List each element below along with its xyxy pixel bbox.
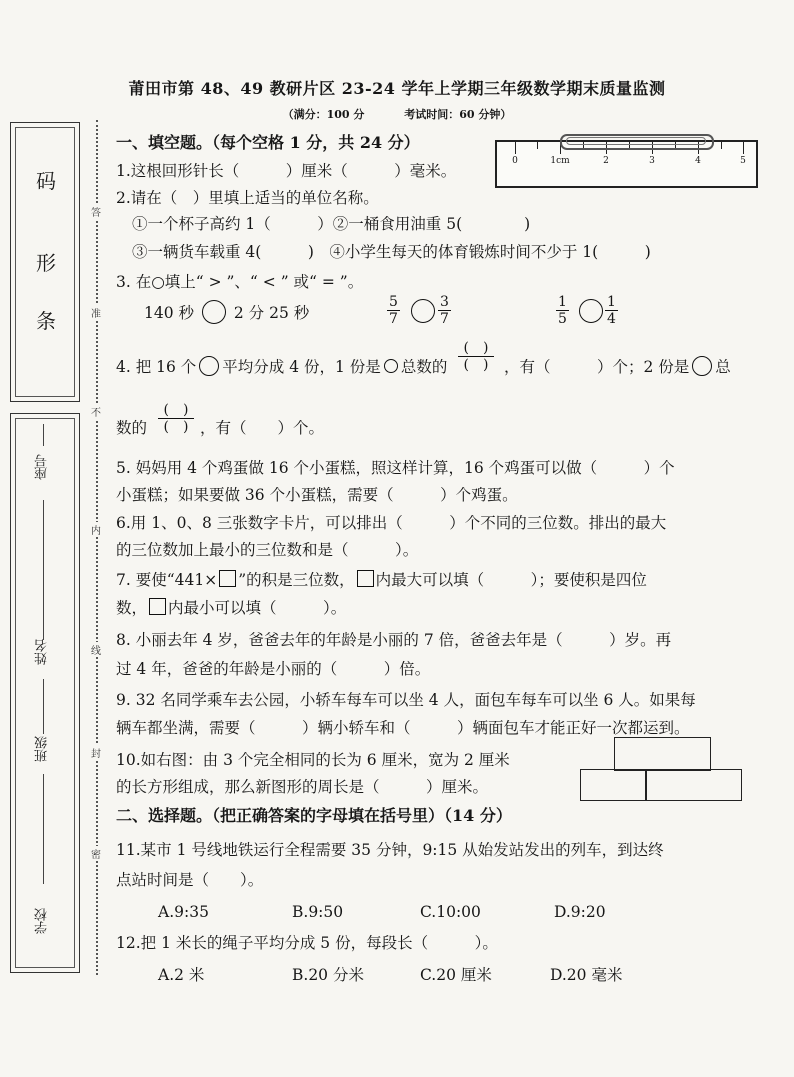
rectangle-top <box>614 737 711 771</box>
fraction: $\frac{3}{7}$ <box>440 294 449 327</box>
fraction: $\frac{5}{7}$ <box>389 294 398 327</box>
fraction: $\frac{1}{4}$ <box>607 294 616 327</box>
paperclip-inner <box>566 137 706 145</box>
question-2: 2.请在（ ）里填上适当的单位名称。 <box>116 189 379 207</box>
question-5: 5. 妈妈用 4 个鸡蛋做 16 个小蛋糕，照这样计算，16 个鸡蛋可以做（ ）个 <box>116 459 675 477</box>
q12-option-d[interactable]: D.20 毫米 <box>550 966 623 984</box>
seal-char: 线 <box>89 642 103 657</box>
q11-option-b[interactable]: B.9:50 <box>292 903 344 921</box>
ruler-label: 4 <box>695 156 701 166</box>
question-4-cont: ，有（ ）个；2 份是 总 <box>504 358 731 376</box>
question-8: 8. 小丽去年 4 岁，爸爸去年的年龄是小丽的 7 倍，爸爸去年是（ ）岁。再 <box>116 631 672 649</box>
barcode-char: 形 <box>36 251 56 275</box>
question-1: 1.这根回形针长（ ）厘米（ ）毫米。 <box>116 162 457 180</box>
question-5-cont: 小蛋糕；如果要做 36 个小蛋糕，需要（ ）个鸡蛋。 <box>116 486 518 504</box>
compare-circle[interactable] <box>579 299 603 323</box>
q12-option-a[interactable]: A.2 米 <box>158 966 205 984</box>
rectangles-figure <box>580 737 742 801</box>
seat-label: 座号 <box>35 454 50 480</box>
blank-square[interactable] <box>357 570 374 587</box>
fraction: $\frac{1}{5}$ <box>558 294 567 327</box>
ruler-label: 1cm <box>550 156 570 166</box>
fraction-blank[interactable]: ( ) ( ) <box>158 402 194 435</box>
barcode-char: 条 <box>36 309 56 333</box>
question-7-cont: 数， 内最小可以填（ ）。 <box>116 599 347 617</box>
seat-line <box>43 424 44 446</box>
ruler-label: 3 <box>649 156 655 166</box>
blank-square[interactable] <box>219 570 236 587</box>
question-2-part-1: ①一个杯子高约 1（ ）②一桶食用油重 5( ) <box>132 215 531 233</box>
question-4-line2: 数的 <box>116 419 148 437</box>
circle-icon <box>692 356 712 376</box>
rectangle-bottom-left <box>580 769 647 801</box>
question-8-cont: 过 4 年，爸爸的年龄是小丽的（ ）倍。 <box>116 660 431 678</box>
compare-circle[interactable] <box>202 300 226 324</box>
question-6: 6.用 1、0、8 三张数字卡片，可以排出（ ）个不同的三位数。排出的最大 <box>116 514 667 532</box>
fraction-blank[interactable]: ( ) ( ) <box>458 340 494 373</box>
question-3: 3. 在○填上“ > ”、“ < ” 或“ = ”。 <box>116 273 364 291</box>
name-line <box>43 500 44 640</box>
question-9-cont: 辆车都坐满，需要（ ）辆小轿车和（ ）辆面包车才能正好一次都运到。 <box>116 719 690 737</box>
question-9: 9. 32 名同学乘车去公园，小轿车每车可以坐 4 人，面包车每车可以坐 6 人。如果每 <box>116 691 696 709</box>
name-label: 姓名 <box>35 639 50 665</box>
exam-time: 考试时间：60 分钟） <box>404 108 512 121</box>
class-label: 班级 <box>35 736 50 762</box>
seal-char: 不 <box>89 404 103 419</box>
blank-square[interactable] <box>149 598 166 615</box>
question-12: 12.把 1 米长的绳子平均分成 5 份，每段长（ ）。 <box>116 934 498 952</box>
seal-char: 封 <box>89 745 103 760</box>
exam-info <box>0 106 794 122</box>
seal-char: 内 <box>89 522 103 537</box>
student-info-box <box>10 413 80 973</box>
q3-a-left: 140 秒 <box>144 304 195 322</box>
school-line <box>43 774 44 884</box>
rectangle-bottom-right <box>645 769 742 801</box>
barcode-char: 码 <box>36 169 56 193</box>
circle-icon <box>384 359 398 373</box>
full-score: （满分：100 分 <box>282 108 365 121</box>
question-2-part-2: ③一辆货车载重 4( ) ④小学生每天的体育锻炼时间不少于 1( ) <box>132 243 651 261</box>
circle-icon <box>199 356 219 376</box>
page-title: 莆田市第 48、49 教研片区 23-24 学年上学期三年级数学期末质量监测 <box>128 79 666 98</box>
question-4: 4. 把 16 个 平均分成 4 份，1 份是 总数的 <box>116 358 448 376</box>
class-line <box>43 679 44 734</box>
question-10-cont: 的长方形组成，那么新图形的周长是（ ）厘米。 <box>116 778 489 796</box>
question-6-cont: 的三位数加上最小的三位数和是（ ）。 <box>116 541 419 559</box>
compare-circle[interactable] <box>411 299 435 323</box>
q11-option-c[interactable]: C.10:00 <box>420 903 481 921</box>
q12-option-c[interactable]: C.20 厘米 <box>420 966 492 984</box>
question-11: 11.某市 1 号线地铁运行全程需要 35 分钟，9:15 从始发站发出的列车，到达终 <box>116 841 664 859</box>
question-4-line2-cont: ，有（ ）个。 <box>200 419 325 437</box>
seal-char: 密 <box>89 846 103 861</box>
ruler-label: 5 <box>740 156 746 166</box>
q12-option-b[interactable]: B.20 分米 <box>292 966 364 984</box>
question-7: 7. 要使“441× ”的积是三位数， 内最大可以填（ ）；要使积是四位 <box>116 571 647 589</box>
section-multiple-choice: 二、选择题。（把正确答案的字母填在括号里）（14 分） <box>116 806 512 825</box>
ruler-label: 0 <box>512 156 518 166</box>
seal-char: 答 <box>89 204 103 219</box>
q11-option-a[interactable]: A.9:35 <box>158 903 209 921</box>
section-fill-blank: 一、填空题。（每个空格 1 分，共 24 分） <box>116 133 420 152</box>
question-10: 10.如右图：由 3 个完全相同的长为 6 厘米，宽为 2 厘米 <box>116 751 510 769</box>
question-11-cont: 点站时间是（ ）。 <box>116 871 264 889</box>
ruler-label: 2 <box>603 156 609 166</box>
school-label: 学校 <box>35 908 50 934</box>
q11-option-d[interactable]: D.9:20 <box>554 903 606 921</box>
q3-a-right: 2 分 25 秒 <box>233 304 310 322</box>
q3-a <box>144 300 309 324</box>
seal-char: 准 <box>89 305 103 320</box>
barcode-box <box>10 122 80 402</box>
